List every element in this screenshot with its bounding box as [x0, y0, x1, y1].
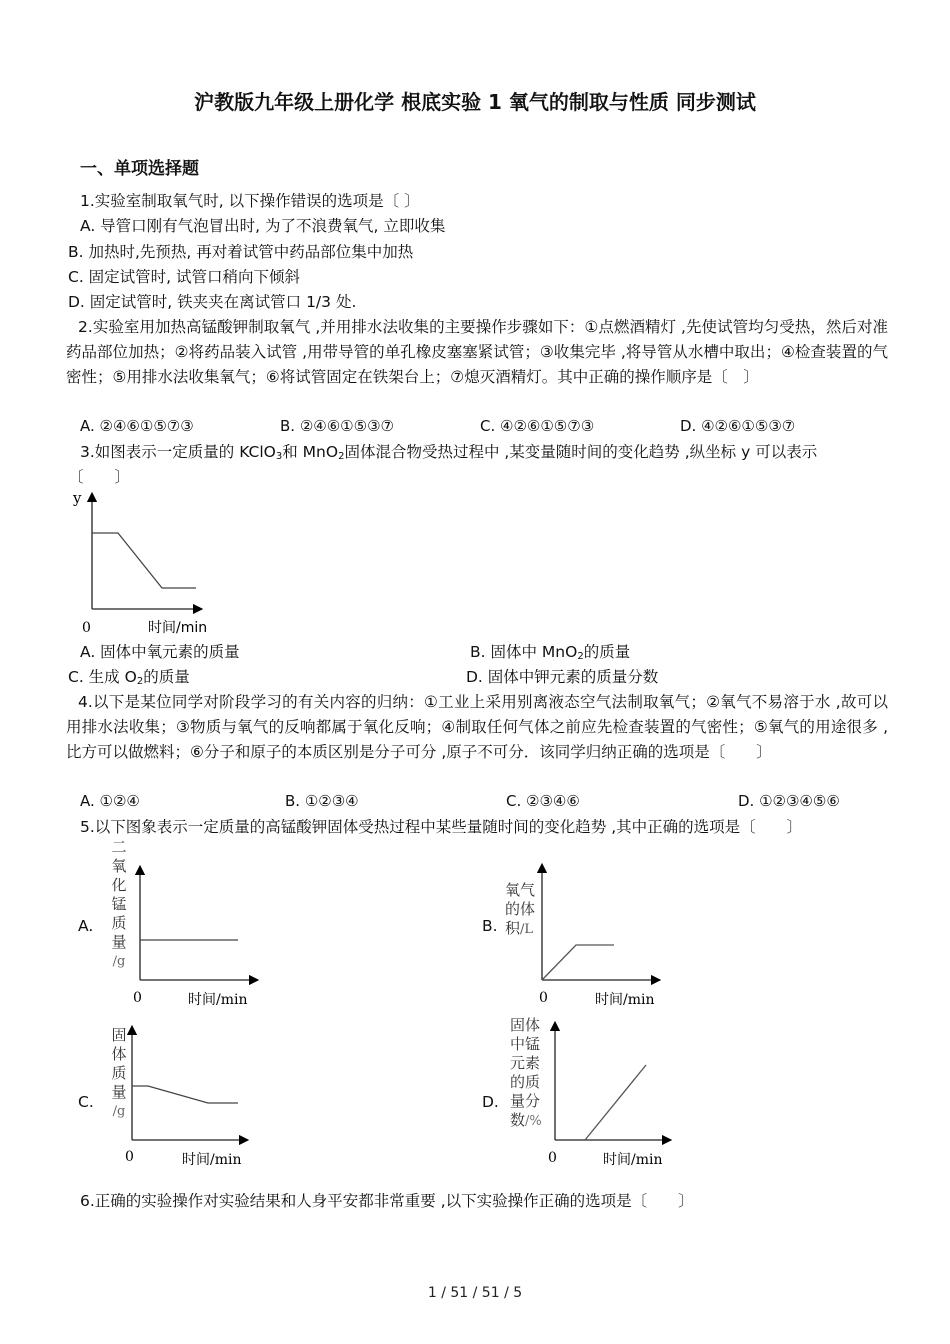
x-axis-label: 时间/min [182, 1152, 242, 1168]
q4-option-b: B. ①②③④ [285, 792, 359, 810]
x-axis-label: 时间/min [188, 992, 248, 1008]
trend-line [585, 1065, 646, 1140]
trend-line [92, 533, 196, 588]
q5-graph-c [122, 1024, 262, 1174]
q1-option-a: A. 导管口刚有气泡冒出时, 为了不浪费氧气, 立即收集 [80, 217, 446, 235]
q2-option-c: C. ④②⑥①⑤⑦③ [480, 417, 595, 435]
q5-graph-b-ylabel: 氧气 的体 积/L [505, 881, 536, 937]
y-axis-label: y [73, 489, 82, 507]
q1-option-d: D. 固定试管时, 铁夹夹在离试管口 1/3 处. [68, 293, 357, 311]
page-footer: 1 / 51 / 51 / 5 [427, 1285, 523, 1301]
q3-option-d: D. 固体中钾元素的质量分数 [466, 668, 659, 686]
q5-graph-a [128, 860, 268, 1010]
q3-figure [60, 485, 220, 645]
origin-label: 0 [125, 1149, 134, 1165]
q5-graph-b [530, 860, 670, 1015]
q2-option-a: A. ②④⑥①⑤⑦③ [80, 417, 194, 435]
q5-graph-d [545, 1020, 685, 1175]
q2-option-d: D. ④②⑥①⑤③⑦ [680, 417, 796, 435]
document-title: 沪教版九年级上册化学 根底实验 1 氧气的制取与性质 同步测试 [194, 90, 756, 114]
q5-stem: 5.以下图象表示一定质量的高锰酸钾固体受热过程中某些量随时间的变化趋势 ,其中正确的选项是〔 〕 [80, 818, 803, 836]
q3-option-a: A. 固体中氧元素的质量 [80, 643, 240, 661]
q1-option-b: B. 加热时,先预热, 再对着试管中药品部位集中加热 [68, 243, 414, 261]
q5-graph-d-ylabel: 固体 中锰 元素 的质 量分 数/% [510, 1016, 542, 1129]
q5-graph-a-ylabel: 二 氧 化 锰 质 量 /g [111, 838, 127, 969]
q4-option-c: C. ②③④⑥ [506, 792, 580, 810]
q3-stem-bracket: 〔 〕 [68, 468, 131, 486]
q6-stem: 6.正确的实验操作对实验结果和人身平安都非常重要 ,以下实验操作正确的选项是〔 〕 [80, 1192, 694, 1210]
q3-stem: 3.如图表示一定质量的 KClO$_3$和 MnO$_2$固体混合物受热过程中 ,某变量随时间的变化趋势 ,纵坐标 y 可以表示 [80, 443, 818, 462]
q1-stem: 1.实验室制取氧气时, 以下操作错误的选项是〔 〕 [80, 192, 420, 210]
q4-option-a: A. ①②④ [80, 792, 140, 810]
section-heading: 一、单项选择题 [80, 159, 199, 179]
q5-graph-b-label: B. [482, 917, 498, 935]
q4-stem: 4.以下是某位同学对阶段学习的有关内容的归纳：①工业上采用别离液态空气法制取氧气；②氧气不易溶于水 ,故可以用排水法收集；③物质与氧气的反响都属于氧化反响；④制取任何气体之前应先检查装置的气密性；⑤氧气的用途很多 ,比方可以做燃料；⑥分子和原子的本质区别是分子可分 ,原子不可分．该同学归纳正确的选项是〔 〕 [66, 693, 888, 761]
q4-option-d: D. ①②③④⑤⑥ [738, 792, 840, 810]
q5-graph-a-label: A. [78, 917, 94, 935]
q3-option-b: B. 固体中 MnO$_2$的质量 [470, 643, 631, 662]
x-axis-label: 时间/min [603, 1152, 663, 1168]
origin-label: 0 [82, 620, 91, 636]
q5-graph-c-ylabel: 固 体 质 量 /g [111, 1026, 127, 1119]
q1-option-c: C. 固定试管时, 试管口稍向下倾斜 [68, 268, 301, 286]
q3-option-c: C. 生成 $O_2$的质量 [68, 668, 190, 687]
origin-label: 0 [539, 990, 548, 1006]
q5-graph-c-label: C. [78, 1093, 94, 1111]
trend-line [542, 945, 614, 980]
origin-label: 0 [133, 990, 142, 1006]
origin-label: 0 [548, 1150, 557, 1166]
trend-line [132, 1086, 238, 1103]
x-axis-label: 时间/min [595, 992, 655, 1008]
q2-stem: 2.实验室用加热高锰酸钾制取氧气 ,并用排水法收集的主要操作步骤如下：①点燃酒精灯 ,先使试管均匀受热，然后对准药品部位加热；②将药品装入试管 ,用带导管的单孔橡皮塞塞紧试管；③收集完毕 ,将导管从水槽中取出；④检查装置的气密性；⑤用排水法收集氧气；⑥将试管固定在铁架台上；⑦熄灭酒精灯。其中正确的操作顺序是〔 〕 [66, 318, 888, 386]
q2-option-b: B. ②④⑥①⑤③⑦ [280, 417, 394, 435]
x-axis-label: 时间/min [148, 620, 208, 636]
q5-graph-d-label: D. [482, 1093, 499, 1111]
